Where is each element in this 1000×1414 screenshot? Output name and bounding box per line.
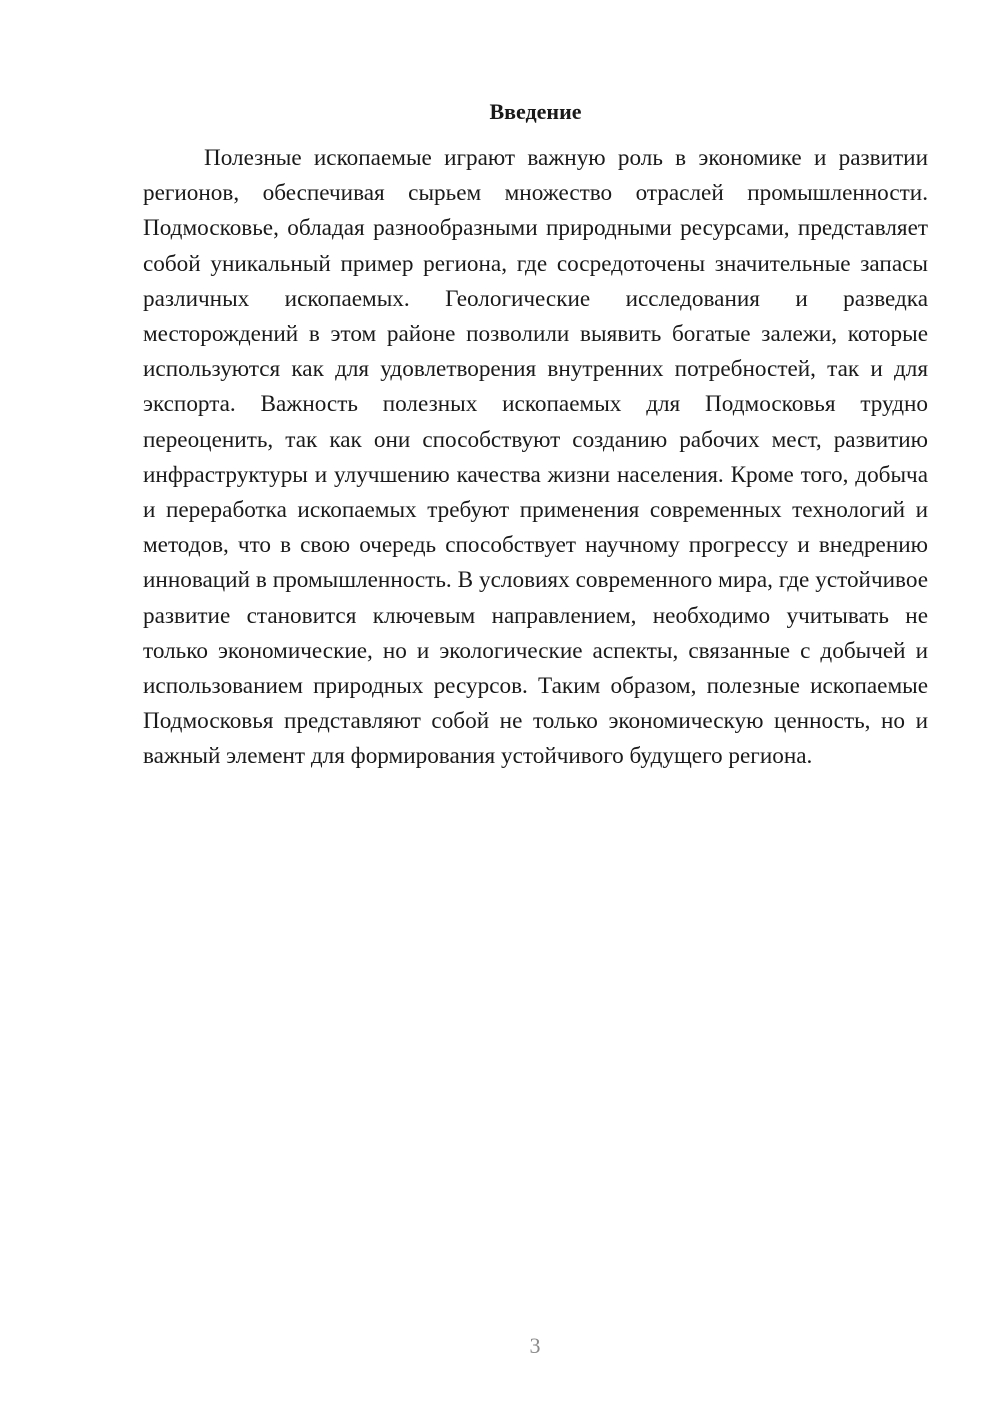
section-heading: Введение bbox=[489, 99, 582, 124]
page-number: 3 bbox=[529, 1333, 541, 1358]
intro-paragraph: Полезные ископаемые играют важную роль в экономике и развитии регионов, обеспечивая сырьем множество отраслей промышленности. Подмосковье, обладая разнообразными природными ресурсами, представляет собой уникальный пример региона, где сосредоточены значительные запасы различных ископаемых. Геологические исследования и разведка месторождений в этом районе позволили выявить богатые залежи, которые используются как для удовлетворения внутренних потребностей, так и для экспорта. Важность полезных ископаемых для Подмосковья трудно переоценить, так как они способствуют созданию рабочих мест, развитию инфраструктуры и улучшению качества жизни населения. Кроме того, добыча и переработка ископаемых требуют применения современных технологий и методов, что в свою очередь способствует научному прогрессу и внедрению инноваций в промышленность. В условиях современного мира, где устойчивое развитие становится ключевым направлением, необходимо учитывать не только экономические, но и экологические аспекты, связанные с добычей и использованием природных ресурсов. Таким образом, полезные ископаемые Подмосковья представляют собой не только экономическую ценность, но и важный элемент для формирования устойчивого будущего региона. bbox=[143, 145, 928, 770]
